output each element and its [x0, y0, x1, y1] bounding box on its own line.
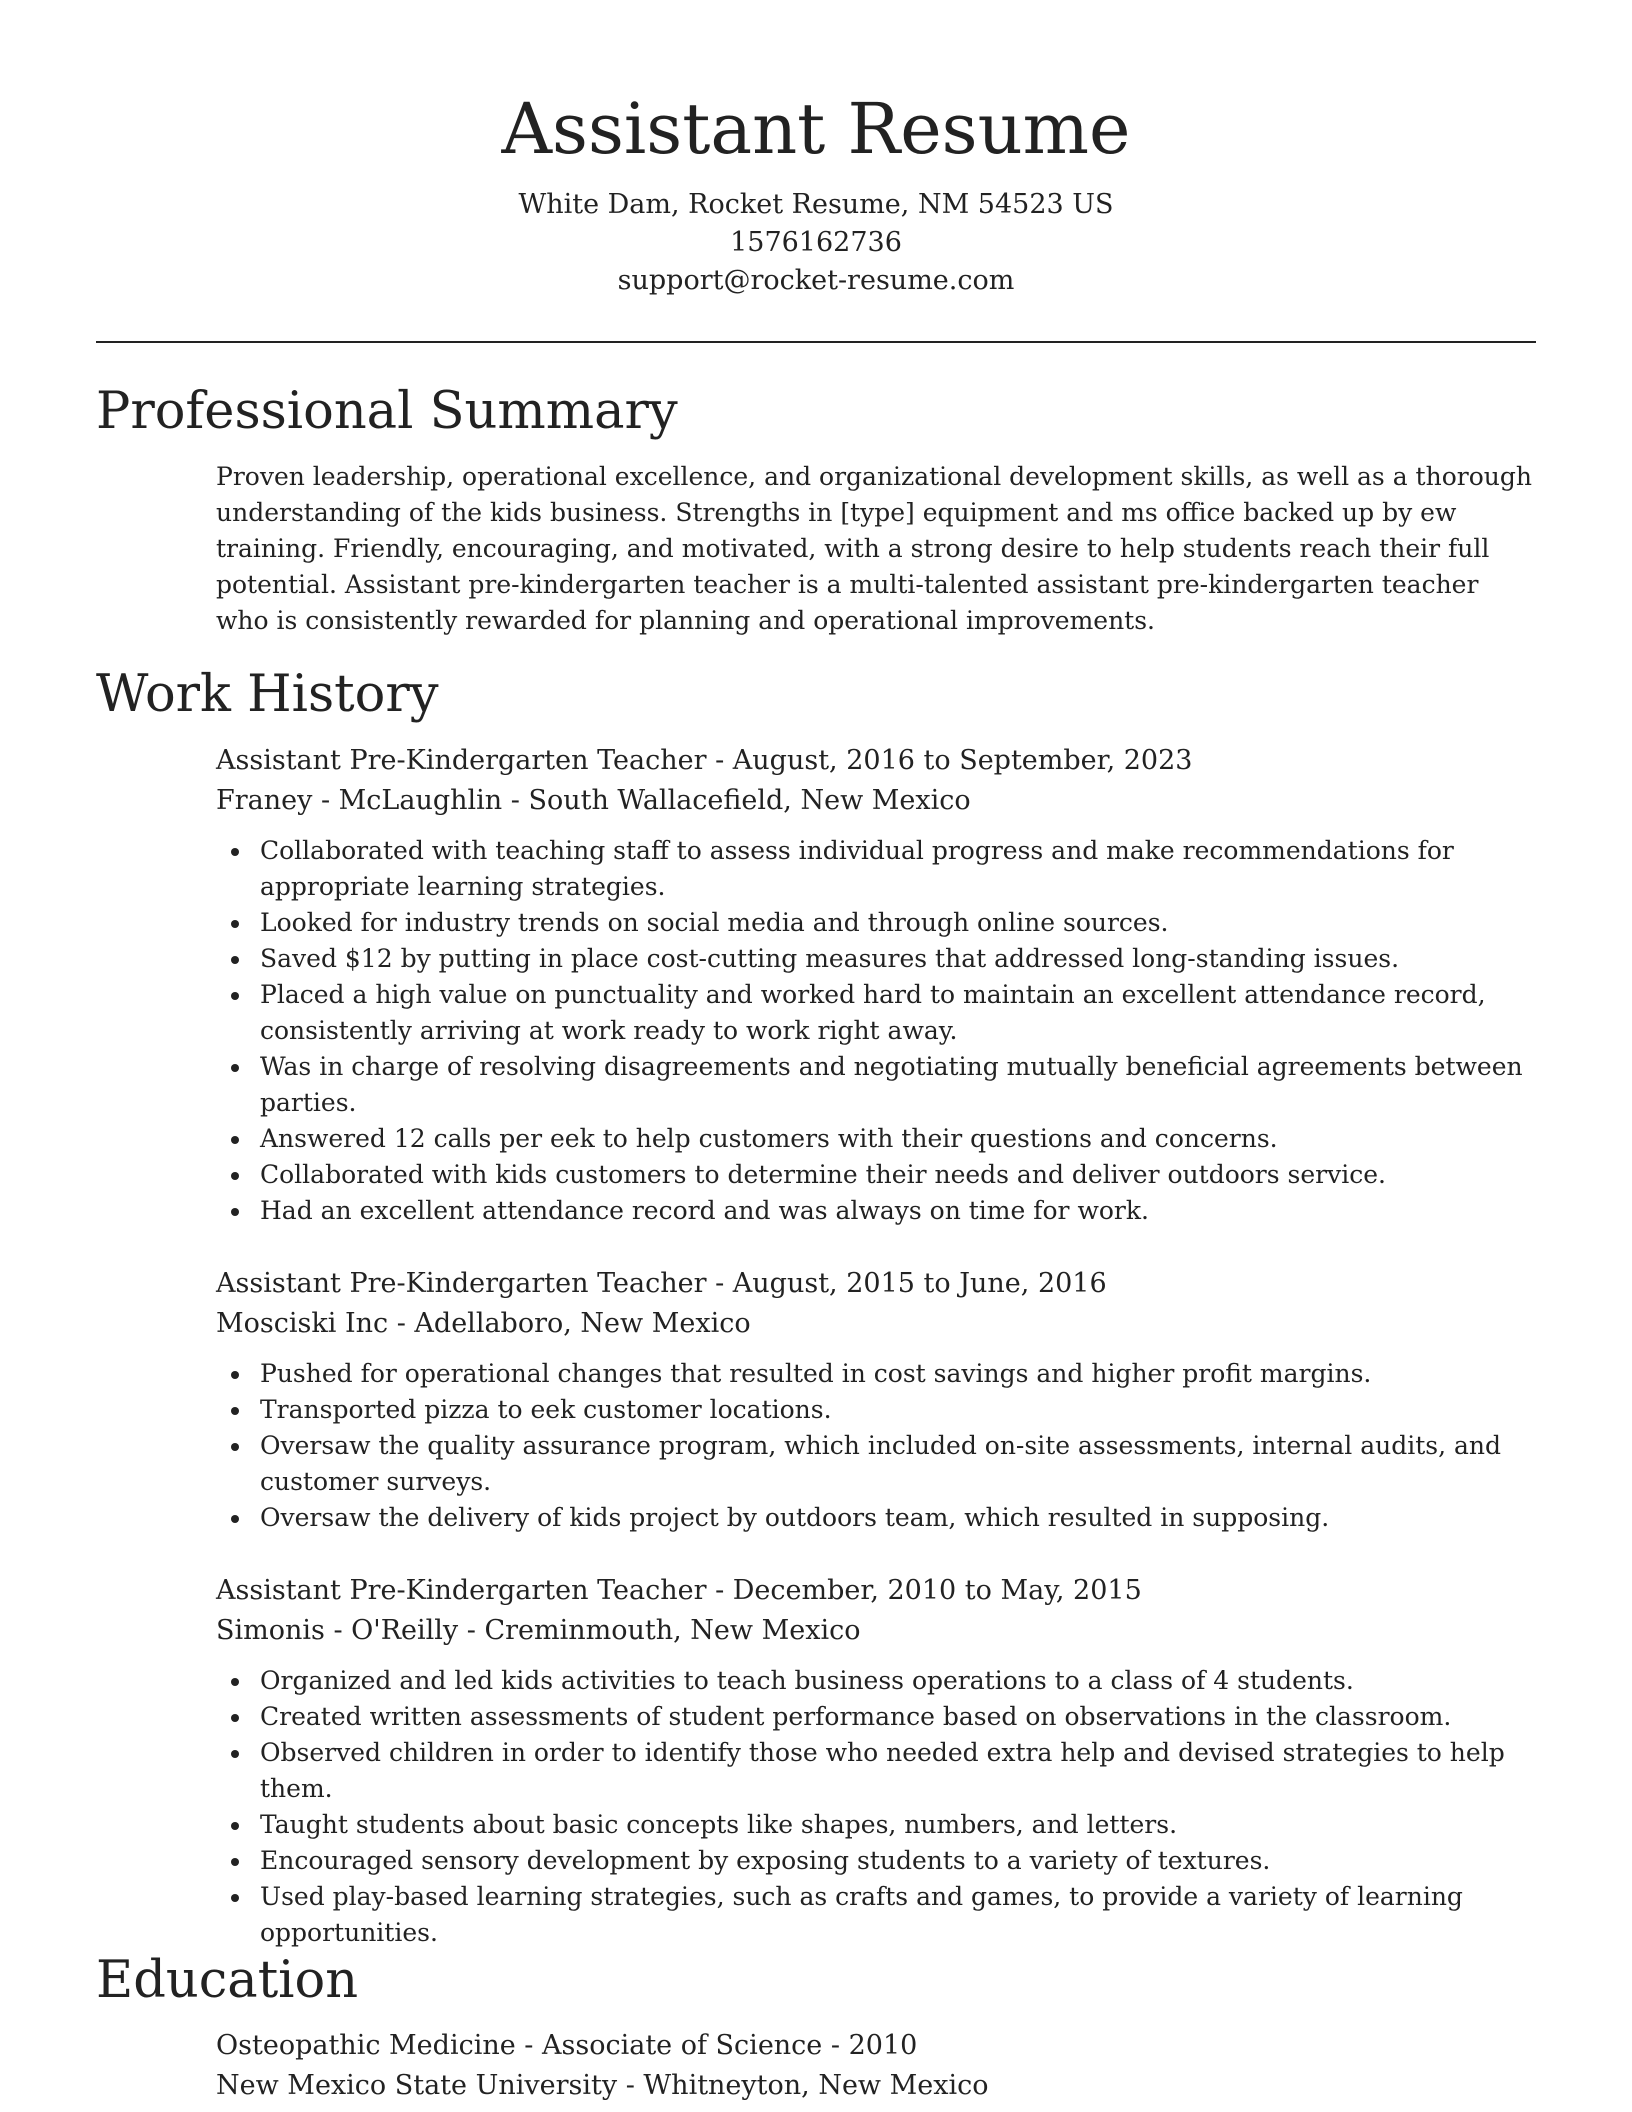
duty-item [260, 1428, 1536, 1500]
separator: - [617, 2070, 644, 2101]
separator: - [706, 1575, 733, 1606]
education-school: New Mexico State University [216, 2070, 618, 2101]
duty-text: Saved $12 by putting in place cost-cutting measures that addressed long-standing issues. [260, 944, 1400, 973]
education-location: Whitneyton, New Mexico [643, 2070, 989, 2101]
bullet-icon [231, 1822, 239, 1830]
separator: - [706, 1268, 733, 1299]
bullet-icon [231, 1136, 239, 1144]
duty-text: Answered 12 calls per eek to help customers with their questions and concerns. [260, 1124, 1278, 1153]
duty-item [260, 1356, 1536, 1392]
job-title-line [216, 1571, 1536, 1611]
duty-text: Looked for industry trends on social media and through online sources. [260, 908, 1169, 937]
duty-text: Organized and led kids activities to teach business operations to a class of 4 students. [260, 1666, 1354, 1695]
bullet-icon [231, 1371, 239, 1379]
duties-list [216, 1663, 1536, 1951]
bullet-icon [231, 1750, 239, 1758]
job-entry [216, 741, 1536, 1229]
education-school-line [216, 2066, 1536, 2106]
job-title: Assistant Pre-Kindergarten Teacher [216, 745, 707, 776]
contact-address: White Dam, Rocket Resume, NM 54523 US [518, 189, 1114, 220]
education-entry [216, 2026, 1536, 2106]
resume-title: Assistant Resume [501, 88, 1131, 170]
contact-phone: 1576162736 [730, 227, 902, 258]
contact-email: support@rocket-resume.com [617, 265, 1015, 296]
job-location: Creminmouth, New Mexico [484, 1615, 861, 1646]
job-title-line [216, 741, 1536, 781]
education-heading: Education [96, 1951, 359, 2010]
separator: - [515, 2030, 542, 2061]
duty-item [260, 1500, 1536, 1536]
duties-list [216, 833, 1536, 1229]
duty-text: Had an excellent attendance record and was always on time for work. [260, 1196, 1149, 1225]
bullet-icon [231, 1064, 239, 1072]
duty-item [260, 1121, 1536, 1157]
bullet-icon [231, 1515, 239, 1523]
job-employer: Mosciski Inc [216, 1308, 389, 1339]
duty-item [260, 1735, 1536, 1807]
education-field: Osteopathic Medicine [216, 2030, 516, 2061]
bullet-icon [231, 1858, 239, 1866]
job-title-line [216, 1264, 1536, 1304]
duty-text: Encouraged sensory development by exposing students to a variety of textures. [260, 1846, 1271, 1875]
duty-text: Was in charge of resolving disagreements and negotiating mutually beneficial agreements between parties. [260, 1052, 1523, 1117]
bullet-icon [231, 1172, 239, 1180]
duty-item [260, 941, 1536, 977]
job-location: Adellaboro, New Mexico [414, 1308, 751, 1339]
separator: - [502, 785, 529, 816]
summary-heading: Professional Summary [96, 382, 678, 441]
job-employer-line [216, 781, 1536, 821]
duty-text: Used play-based learning strategies, such as crafts and games, to provide a variety of learning opportunities. [260, 1882, 1463, 1947]
duty-text: Pushed for operational changes that resulted in cost savings and higher profit margins. [260, 1359, 1372, 1388]
duty-text: Placed a high value on punctuality and worked hard to maintain an excellent attendance record, consistently arriving at work ready to work right away. [260, 980, 1486, 1045]
duty-item [260, 1157, 1536, 1193]
duty-text: Taught students about basic concepts like shapes, numbers, and letters. [260, 1810, 1178, 1839]
duty-text: Observed children in order to identify those who needed extra help and devised strategies to help them. [260, 1738, 1505, 1803]
separator: - [822, 2030, 849, 2061]
resume-header [96, 84, 1536, 300]
duty-item [260, 1663, 1536, 1699]
duty-text: Transported pizza to eek customer locations. [260, 1395, 832, 1424]
bullet-icon [231, 920, 239, 928]
separator: - [388, 1308, 415, 1339]
separator: - [706, 745, 733, 776]
bullet-icon [231, 1443, 239, 1451]
separator: - [458, 1615, 485, 1646]
job-location: South Wallacefield, New Mexico [528, 785, 971, 816]
duty-item [260, 977, 1536, 1049]
duty-item [260, 1193, 1536, 1229]
job-employer: Franey - McLaughlin [216, 785, 503, 816]
duty-text: Collaborated with kids customers to determine their needs and deliver outdoors service. [260, 1160, 1386, 1189]
job-title: Assistant Pre-Kindergarten Teacher [216, 1268, 707, 1299]
bullet-icon [231, 1678, 239, 1686]
duties-list [216, 1356, 1536, 1536]
bullet-icon [231, 956, 239, 964]
duty-item [260, 1807, 1536, 1843]
job-entry [216, 1571, 1536, 1951]
job-start-end: August, 2015 to June, 2016 [732, 1268, 1107, 1299]
bullet-icon [231, 1407, 239, 1415]
bullet-icon [231, 1208, 239, 1216]
work-history-heading: Work History [96, 665, 439, 724]
duty-text: Created written assessments of student performance based on observations in the classroom. [260, 1702, 1452, 1731]
duty-item [260, 1392, 1536, 1428]
bullet-icon [231, 1894, 239, 1902]
header-divider [96, 341, 1536, 343]
duty-text: Oversaw the quality assurance program, which included on-site assessments, internal audits, and customer surveys. [260, 1431, 1501, 1496]
contact-block [96, 186, 1536, 300]
duty-item [260, 905, 1536, 941]
job-start-end: December, 2010 to May, 2015 [732, 1575, 1142, 1606]
education-degree-line [216, 2026, 1536, 2066]
duty-item [260, 1049, 1536, 1121]
job-employer-line [216, 1611, 1536, 1651]
education-year: 2010 [848, 2030, 918, 2061]
duty-item [260, 1699, 1536, 1735]
summary-text: Proven leadership, operational excellence, and organizational development skills, as well as a thorough understanding of the kids business. Strengths in [type] equipment and ms office backed up by ew training. Friendly, encouraging, and motivated, with a strong desire to help students reach their full potential. Assistant pre-kindergarten teacher is a multi-talented assistant pre-kindergarten teacher who is consistently rewarded for planning and operational improvements. [216, 462, 1532, 635]
summary-section [216, 459, 1536, 639]
job-entry [216, 1264, 1536, 1536]
bullet-icon [231, 1714, 239, 1722]
duty-item [260, 1879, 1536, 1951]
duty-item [260, 1843, 1536, 1879]
education-degree: Associate of Science [542, 2030, 823, 2061]
duty-text: Oversaw the delivery of kids project by outdoors team, which resulted in supposing. [260, 1503, 1330, 1532]
duty-item [260, 833, 1536, 905]
job-employer-line [216, 1304, 1536, 1344]
job-title: Assistant Pre-Kindergarten Teacher [216, 1575, 707, 1606]
bullet-icon [231, 992, 239, 1000]
job-start-end: August, 2016 to September, 2023 [732, 745, 1193, 776]
duty-text: Collaborated with teaching staff to assess individual progress and make recommendations for appropriate learning strategies. [260, 836, 1454, 901]
job-employer: Simonis - O'Reilly [216, 1615, 459, 1646]
bullet-icon [231, 848, 239, 856]
